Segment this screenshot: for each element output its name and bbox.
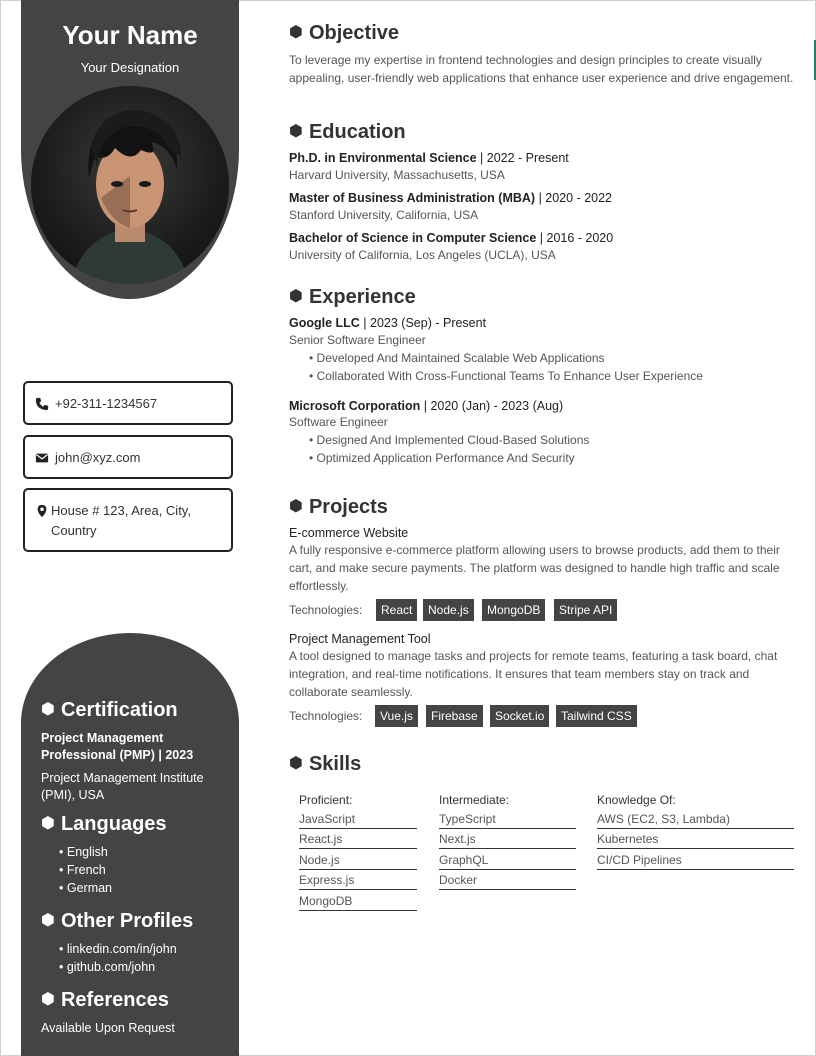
avatar-illustration [31,86,229,284]
tech-tag: Vue.js [375,705,418,727]
skill-item: Node.js [299,851,417,870]
email-contact[interactable] [23,435,233,479]
list-item: • German [59,879,112,897]
objective-heading: ⬢ Objective [289,22,400,44]
profile-link[interactable]: • linkedin.com/in/john [59,940,177,958]
phone-contact[interactable] [23,381,233,425]
envelope-icon [35,451,49,465]
certification-name: Project Management Professional (PMP) | 2023 [41,731,194,762]
skill-item: GraphQL [439,851,576,870]
education-item: Ph.D. in Environmental Science | 2022 - Present [289,151,569,165]
skills-proficient-label: Proficient: [299,793,353,807]
phone-icon [35,397,49,411]
skills-heading: ⬢ Skills [289,753,362,775]
list-item: • French [59,861,112,879]
hexagon-icon: ⬢ [289,498,303,515]
technologies-label: Technologies: [289,709,363,723]
skill-item: Kubernetes [597,830,794,849]
hexagon-icon: ⬢ [289,123,303,140]
person-name: Your Name [62,20,198,50]
address-contact[interactable] [23,488,233,552]
profiles-heading: ⬢ Other Profiles [41,910,194,932]
languages-heading: ⬢ Languages [41,813,167,835]
person-designation: Your Designation [80,60,180,75]
languages-list [59,843,112,897]
skills-intermediate-label: Intermediate: [439,793,510,807]
tech-tag: Tailwind CSS [556,705,637,727]
profile-photo [31,86,229,284]
education-school: Harvard University, Massachusetts, USA [289,168,505,182]
tech-tag: React [376,599,417,621]
experience-item: Microsoft Corporation | 2020 (Jan) - 2023 (Aug) [289,399,564,413]
hexagon-icon: ⬢ [289,755,303,772]
skills-knowledge-label: Knowledge Of: [597,793,676,807]
tech-tag: MongoDB [482,599,545,621]
projects-heading: ⬢ Projects [289,496,388,518]
education-heading: ⬢ Education [289,121,406,143]
hexagon-icon: ⬢ [41,991,55,1008]
education-item: Master of Business Administration (MBA) | 2020 - 2022 [289,191,613,205]
experience-bullet: • Developed And Maintained Scalable Web Applications [309,351,605,365]
skill-item: AWS (EC2, S3, Lambda) [597,810,794,829]
hexagon-icon: ⬢ [41,912,55,929]
skill-item: TypeScript [439,810,576,829]
map-pin-icon [35,504,49,518]
experience-bullet: • Optimized Application Performance And Security [309,451,575,465]
skill-item: Express.js [299,871,417,890]
tech-tag: Stripe API [554,599,617,621]
hexagon-icon: ⬢ [289,288,303,305]
education-item: Bachelor of Science in Computer Science | 2016 - 2020 [289,231,614,245]
skill-item: MongoDB [299,892,417,911]
skill-item: JavaScript [299,810,417,829]
email-address: john@xyz.com [55,450,141,465]
education-school: Stanford University, California, USA [289,208,479,222]
skill-item: React.js [299,830,417,849]
references-text: Available Upon Request [41,1021,175,1035]
skill-item: Docker [439,871,576,890]
project-name: Project Management Tool [289,632,431,646]
list-item: • English [59,843,112,861]
address-text: House # 123, Area, City, Country [51,503,191,538]
skill-item: CI/CD Pipelines [597,851,794,870]
experience-bullet: • Designed And Implemented Cloud-Based Solutions [309,433,590,447]
hexagon-icon: ⬢ [41,701,55,718]
experience-heading: ⬢ Experience [289,286,416,308]
profiles-list [59,940,177,976]
tech-tag: Firebase [426,705,483,727]
tech-tag: Socket.io [490,705,549,727]
phone-number: +92-311-1234567 [55,396,158,411]
project-description: A fully responsive e-commerce platform allowing users to browse products, add them to their cart, and make secure payments. The platform was designed to handle high traffic and scale effortlessly. [289,543,780,593]
experience-role: Senior Software Engineer [289,333,426,347]
project-description: A tool designed to manage tasks and projects for remote teams, featuring a task board, chat integration, and real-time notifications. It ensures that team members stay on track and collaborate seamlessly. [289,649,778,699]
certification-issuer: Project Management Institute (PMI), USA [41,771,204,802]
hexagon-icon: ⬢ [289,24,303,41]
tech-tag: Node.js [423,599,474,621]
experience-bullet: • Collaborated With Cross-Functional Teams To Enhance User Experience [309,369,703,383]
project-name: E-commerce Website [289,526,409,540]
hexagon-icon: ⬢ [41,815,55,832]
objective-text: To leverage my expertise in frontend technologies and design principles to create visually appealing, user-friendly web applications that enhance user experience and drive engagement. [289,53,794,85]
profile-link[interactable]: • github.com/john [59,958,177,976]
skill-item: Next.js [439,830,576,849]
experience-item: Google LLC | 2023 (Sep) - Present [289,316,487,330]
certification-heading: ⬢ Certification [41,699,178,721]
technologies-label: Technologies: [289,603,363,617]
education-school: University of California, Los Angeles (UCLA), USA [289,248,556,262]
references-heading: ⬢ References [41,989,169,1011]
experience-role: Software Engineer [289,415,388,429]
sidebar-bottom-panel [21,633,239,1056]
